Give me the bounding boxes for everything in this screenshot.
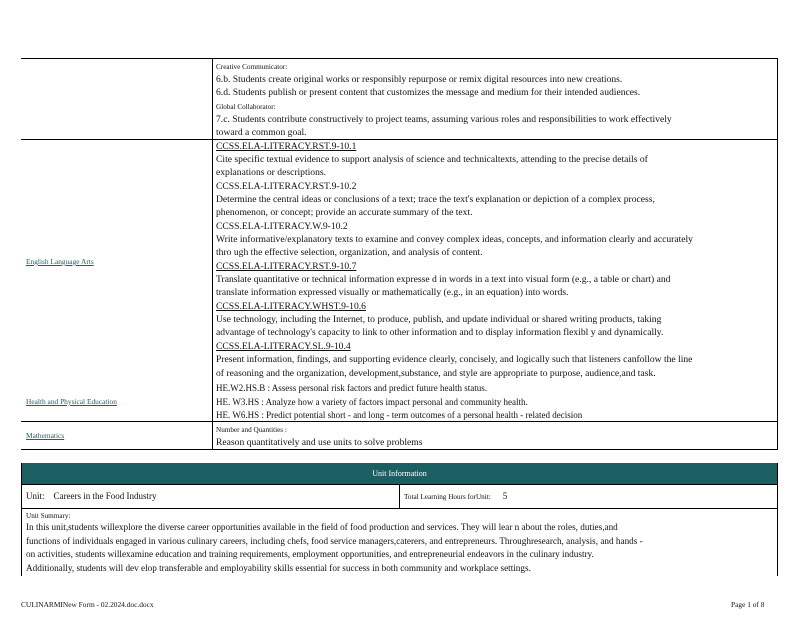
unit-table-right-border <box>777 463 778 576</box>
total-hours-value: 5 <box>502 491 508 501</box>
standards-line: 6.b. Students create original works or responsibly repurpose or remix digital resources into new creations. <box>216 74 623 85</box>
unit-summary-line: on activities, students willexamine education and training requirements, employment opportunities, and entrepreneurial endeavors in the culinary industry. <box>26 549 594 559</box>
footer-page-number: Page 1 of 8 <box>731 600 765 609</box>
standard-text: of reasoning and the organization, development,substance, and style are appropriate to purpose, audience,and task. <box>216 368 656 379</box>
unit-hours-cell <box>404 490 507 503</box>
standard-text: explanations or descriptions. <box>216 167 327 178</box>
total-hours-label: Total Learning Hours forUnit: <box>404 493 491 501</box>
standard-text: Cite specific textual evidence to support analysis of science and technicaltexts, attending to the precise details of <box>216 154 648 165</box>
ccss-rst-9-10-2-code: CCSS.ELA-LITERACY.RST.9-10.2 <box>216 181 357 192</box>
math-standard-text: Reason quantitatively and use units to solve problems <box>216 437 423 448</box>
standards-heading-global: Global Collaborator: <box>216 103 276 111</box>
standard-text: Determine the central ideas or conclusions of a text; trace the text's explanation or depiction of a complex process, <box>216 194 655 205</box>
standards-line: 6.d. Students publish or present content that customizes the message and medium for their intended audiences. <box>216 87 641 98</box>
unit-label: Unit: <box>26 491 45 501</box>
health-standard-w2: HE.W2.HS.B : Assess personal risk factors and predict future health status. <box>216 383 487 393</box>
subject-english-language-arts[interactable]: English Language Arts <box>26 257 94 266</box>
health-standard-w6: HE. W6.HS : Predict potential short - and long - term outcomes of a personal health - related decision <box>216 410 583 420</box>
standards-line: toward a common goal. <box>216 127 307 138</box>
standard-text: translate information expressed visually or mathematically (e.g., in an equation) into words. <box>216 287 569 298</box>
unit-summary-label: Unit Summary: <box>26 512 71 520</box>
standard-text: thro ugh the effective selection, organization, and analysis of content. <box>216 247 483 258</box>
standard-text: Write informative/explanatory texts to examine and convey complex ideas, concepts, and information clearly and accurately <box>216 234 693 245</box>
standards-line: 7.c. Students contribute constructively to project teams, assuming various roles and responsibilities to work effectively <box>216 114 672 125</box>
upper-table-top-border <box>21 58 778 59</box>
subject-mathematics[interactable]: Mathematics <box>26 431 65 440</box>
health-standard-w3: HE. W3.HS : Analyze how a variety of factors impact personal and community health. <box>216 397 528 407</box>
unit-summary-line: functions of individuals engaged in various culinary careers, including chefs, food service managers,caterers, and entrepreneurs. Throughresearch, analysis, and hands - <box>26 536 643 546</box>
unit-name-cell <box>26 490 157 502</box>
upper-table-right-border <box>777 58 778 449</box>
standard-text: Translate quantitative or technical information expresse d in words in a text into visual form (e.g., a table or chart) and <box>216 274 671 285</box>
footer-filename: CULINARMINew Form - 02.2024.doc.docx <box>21 600 154 609</box>
upper-table-bottom-border <box>21 449 778 450</box>
ccss-w-9-10-2-code: CCSS.ELA-LITERACY.W.9-10.2 <box>216 221 348 232</box>
standard-text: phenomenon, or concept; provide an accurate summary of the text. <box>216 207 473 218</box>
standard-text: Present information, findings, and supporting evidence clearly, concisely, and logically such that listeners canfollow the line <box>216 354 693 365</box>
ccss-whst-9-10-6-link[interactable]: CCSS.ELA-LITERACY.WHST.9-10.6 <box>216 301 366 312</box>
ccss-rst-9-10-1-link[interactable]: CCSS.ELA-LITERACY.RST.9-10.1 <box>216 141 357 152</box>
ccss-rst-9-10-7-link[interactable]: CCSS.ELA-LITERACY.RST.9-10.7 <box>216 261 357 272</box>
unit-summary-line: In this unit,students willexplore the diverse career opportunities available in the field of food production and services. They will lear n about the roles, duties,and <box>26 522 618 532</box>
subject-health-physical-education[interactable]: Health and Physical Education <box>26 397 117 406</box>
math-domain-heading: Number and Quantities : <box>216 426 287 434</box>
unit-table-cell-divider <box>399 484 400 508</box>
standards-heading-creative: Creative Communicator: <box>216 63 288 71</box>
upper-table-column-divider <box>212 58 213 449</box>
unit-table-left-border <box>21 463 22 576</box>
standard-text: advantage of technology's capacity to link to other information and to display information flexibl y and dynamically. <box>216 327 664 338</box>
unit-summary-line: Additionally, students will dev elop transferable and employability skills essential for success in both community and workplace settings. <box>26 563 531 573</box>
unit-table-divider <box>21 508 778 509</box>
unit-information-banner: Unit Information <box>21 463 778 484</box>
unit-name: Careers in the Food Industry <box>53 491 157 501</box>
standard-text: Use technology, including the Internet, to produce, publish, and update individual or shared writing products, taking <box>216 314 662 325</box>
upper-table-row-divider-1 <box>21 139 778 140</box>
upper-table-row-divider-2 <box>21 421 778 422</box>
ccss-sl-9-10-4-link[interactable]: CCSS.ELA-LITERACY.SL.9-10.4 <box>216 341 351 352</box>
